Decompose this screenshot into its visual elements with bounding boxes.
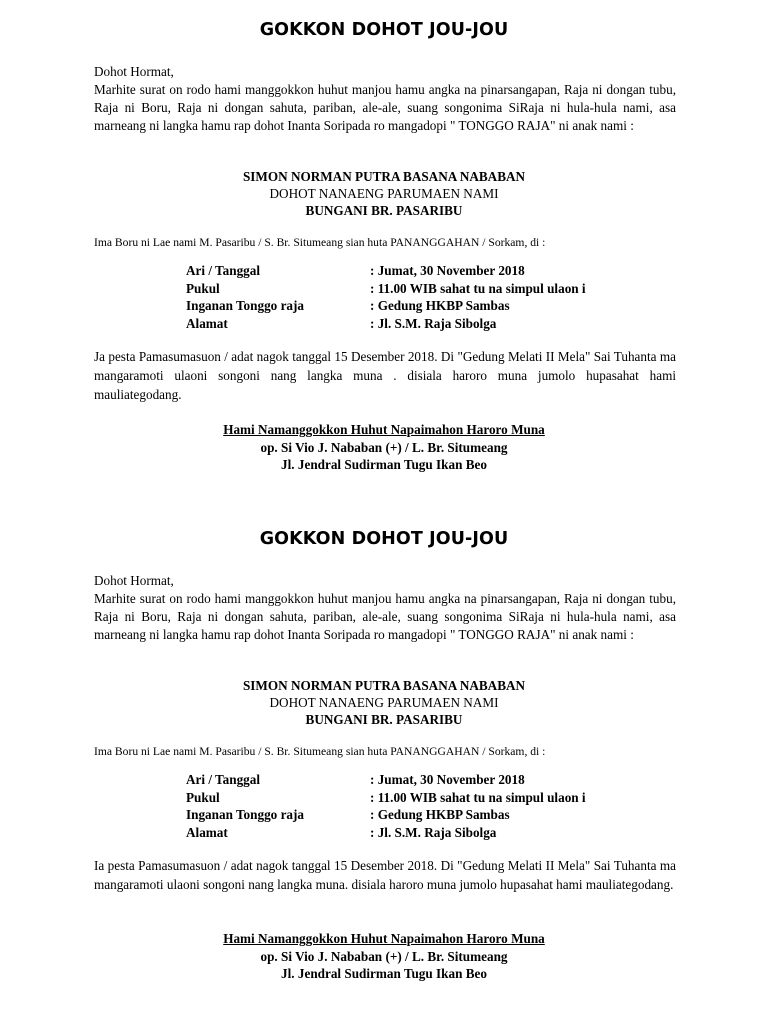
detail-row-address bbox=[186, 824, 586, 842]
detail-label: Inganan Tonggo raja bbox=[186, 298, 304, 313]
invitation-body: Marhite surat on rodo hami manggokkon huhut manjou hamu angka na pinarsangapan, Raja ni dongan tubu, Raja ni Boru, Raja ni dongan sahuta, pariban, ale-ale, suang songonima SiRaja ni hula-hula nami, asa marneang ni langka hamu rap dohot Inanta Soripada ro mangadopi " TONGGO RAJA" ni anak nami : bbox=[94, 82, 676, 133]
groom-name: SIMON NORMAN PUTRA BASANA NABABAN bbox=[242, 169, 526, 184]
detail-row-venue bbox=[186, 297, 586, 315]
detail-value: : Gedung HKBP Sambas bbox=[370, 807, 510, 822]
bride-name: BUNGANI BR. PASARIBU bbox=[305, 203, 463, 218]
detail-row-venue bbox=[186, 806, 586, 824]
detail-label: Alamat bbox=[186, 315, 228, 331]
invitation-title: GOKKON DOHOT JOU-JOU bbox=[259, 529, 509, 549]
detail-value: : 11.00 WIB sahat tu na simpul ulaon i bbox=[370, 280, 586, 296]
detail-value: : 11.00 WIB sahat tu na simpul ulaon i bbox=[370, 789, 586, 805]
couple-block bbox=[0, 168, 768, 219]
detail-row-time bbox=[186, 280, 586, 298]
couple-connector: DOHOT NANAENG PARUMAEN NAMI bbox=[269, 186, 499, 201]
detail-label: Inganan Tonggo raja bbox=[186, 807, 304, 822]
detail-value: : Jl. S.M. Raja Sibolga bbox=[370, 315, 497, 331]
signature-block bbox=[0, 930, 768, 983]
signature-heading: Hami Namanggokkon Huhut Napaimahon Haroro Muna bbox=[223, 931, 545, 946]
detail-label: Alamat bbox=[186, 824, 228, 840]
detail-row-time bbox=[186, 789, 586, 807]
bride-origin: Ima Boru ni Lae nami M. Pasaribu / S. Br. Situmeang sian huta PANANGGAHAN / Sorkam, di : bbox=[94, 745, 546, 758]
greeting: Dohot Hormat, bbox=[94, 64, 174, 79]
bride-origin: Ima Boru ni Lae nami M. Pasaribu / S. Br. Situmeang sian huta PANANGGAHAN / Sorkam, di : bbox=[94, 236, 546, 249]
event-details bbox=[186, 771, 586, 841]
detail-row-date bbox=[186, 771, 586, 789]
detail-label: Ari / Tanggal bbox=[186, 263, 261, 278]
detail-value: : Jl. S.M. Raja Sibolga bbox=[370, 824, 497, 840]
signature-address: Jl. Jendral Sudirman Tugu Ikan Beo bbox=[281, 966, 487, 981]
detail-label: Ari / Tanggal bbox=[186, 772, 261, 787]
signature-names: op. Si Vio J. Nababan (+) / L. Br. Situmeang bbox=[260, 439, 508, 455]
event-details bbox=[186, 262, 586, 332]
reception-note: Ja pesta Pamasumasuon / adat nagok tanggal 15 Desember 2018. Di "Gedung Melati II Mela" Sai Tuhanta ma mangaramoti ulaoni songoni nang langka muna . disiala haroro muna jumolo hupasahat hami mauliategodang. bbox=[94, 349, 676, 402]
signature-block bbox=[0, 421, 768, 474]
signature-heading: Hami Namanggokkon Huhut Napaimahon Haroro Muna bbox=[223, 422, 545, 437]
couple-connector: DOHOT NANAENG PARUMAEN NAMI bbox=[269, 695, 499, 710]
detail-value: : Jumat, 30 November 2018 bbox=[370, 263, 525, 278]
detail-value: : Gedung HKBP Sambas bbox=[370, 298, 510, 313]
detail-label: Pukul bbox=[186, 280, 220, 296]
groom-name: SIMON NORMAN PUTRA BASANA NABABAN bbox=[242, 678, 526, 693]
bride-name: BUNGANI BR. PASARIBU bbox=[305, 712, 463, 727]
signature-names: op. Si Vio J. Nababan (+) / L. Br. Situmeang bbox=[260, 948, 508, 964]
reception-note: Ia pesta Pamasumasuon / adat nagok tanggal 15 Desember 2018. Di "Gedung Melati II Mela" Sai Tuhanta ma mangaramoti ulaoni songoni nang langka muna. disiala haroro muna jumolo hupasahat hami mauliategodang. bbox=[94, 858, 676, 892]
detail-label: Pukul bbox=[186, 789, 220, 805]
couple-block bbox=[0, 677, 768, 728]
greeting: Dohot Hormat, bbox=[94, 573, 174, 588]
detail-row-address bbox=[186, 315, 586, 333]
signature-address: Jl. Jendral Sudirman Tugu Ikan Beo bbox=[281, 457, 487, 472]
detail-value: : Jumat, 30 November 2018 bbox=[370, 772, 525, 787]
invitation-title: GOKKON DOHOT JOU-JOU bbox=[259, 20, 509, 40]
detail-row-date bbox=[186, 262, 586, 280]
invitation-body: Marhite surat on rodo hami manggokkon huhut manjou hamu angka na pinarsangapan, Raja ni dongan tubu, Raja ni Boru, Raja ni dongan sahuta, pariban, ale-ale, suang songonima SiRaja ni hula-hula nami, asa marneang ni langka hamu rap dohot Inanta Soripada ro mangadopi " TONGGO RAJA" ni anak nami : bbox=[94, 591, 676, 642]
